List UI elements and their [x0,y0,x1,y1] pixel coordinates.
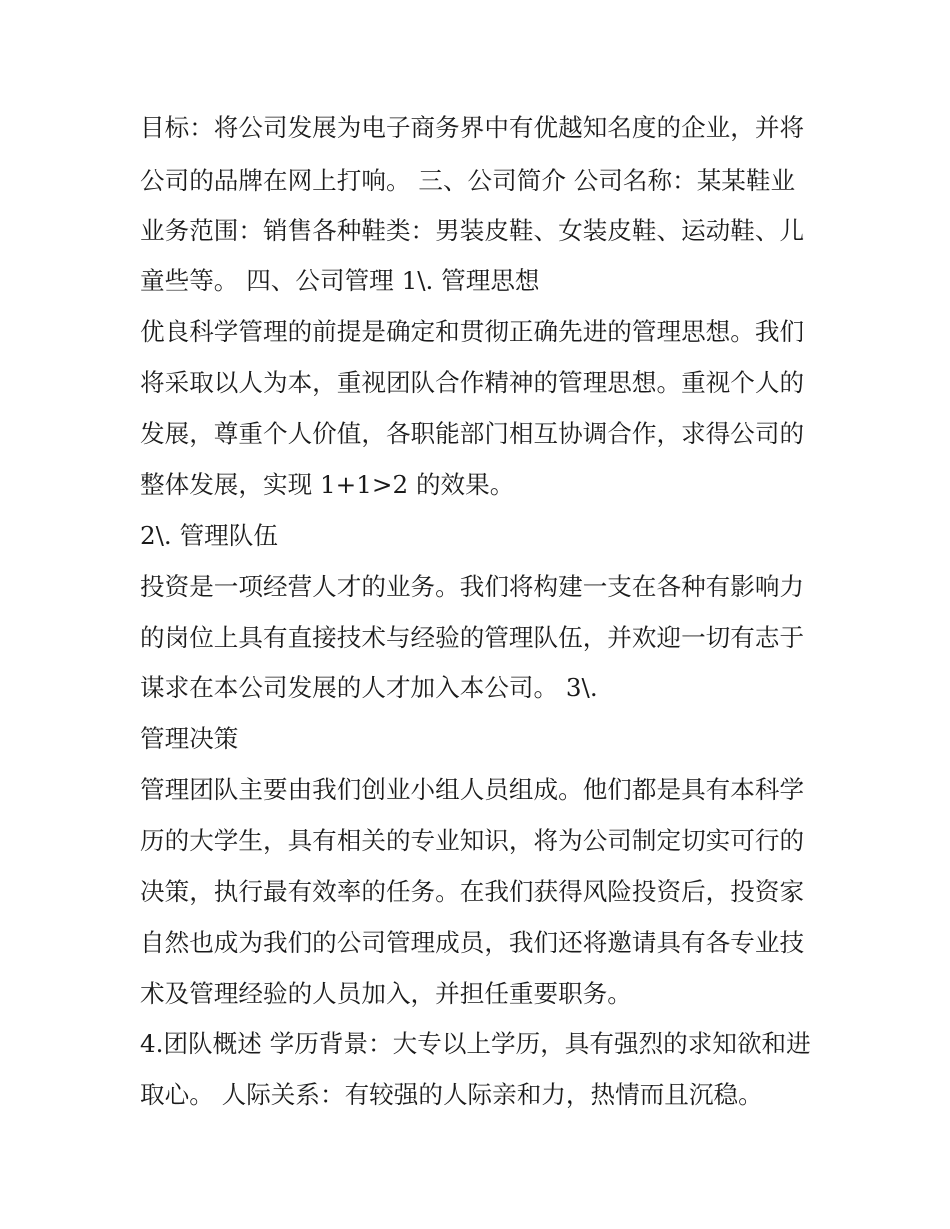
text-line: 公司的品牌在网上打响。 三、公司简介 公司名称：某某鞋业 [140,166,796,195]
text-line: 将采取以人为本，重视团队合作精神的管理思想。重视个人的 [140,368,805,397]
text-line: 谋求在本公司发展的人才加入本公司。 3\. [140,673,598,702]
text-line: 目标：将公司发展为电子商务界中有优越知名度的企业，并将 [140,113,805,142]
text-line: 投资是一项经营人才的业务。我们将构建一支在各种有影响力 [140,572,805,601]
section-heading: 管理决策 [140,724,239,753]
text-line: 4.团队概述 学历背景：大专以上学历，具有强烈的求知欲和进 [140,1029,811,1058]
text-line: 整体发展，实现 1+1>2 的效果。 [140,470,515,499]
text-line: 业务范围：销售各种鞋类：男装皮鞋、女装皮鞋、运动鞋、儿 [140,216,805,245]
text-line: 发展，尊重个人价值，各职能部门相互协调合作，求得公司的 [140,419,805,448]
text-line: 历的大学生，具有相关的专业知识，将为公司制定切实可行的 [140,826,805,855]
text-line: 自然也成为我们的公司管理成员，我们还将邀请具有各专业技 [140,928,805,957]
text-line: 优良科学管理的前提是确定和贯彻正确先进的管理思想。我们 [140,317,805,346]
text-line: 取心。 人际关系：有较强的人际亲和力，热情而且沉稳。 [140,1080,763,1109]
text-line: 术及管理经验的人员加入，并担任重要职务。 [140,979,632,1008]
text-line: 童些等。 四、公司管理 1\. 管理思想 [140,266,540,295]
text-line: 的岗位上具有直接技术与经验的管理队伍，并欢迎一切有志于 [140,623,805,652]
text-line: 决策，执行最有效率的任务。在我们获得风险投资后，投资家 [140,877,805,906]
section-heading: 2\. 管理队伍 [140,521,278,550]
text-line: 管理团队主要由我们创业小组人员组成。他们都是具有本科学 [140,775,805,804]
